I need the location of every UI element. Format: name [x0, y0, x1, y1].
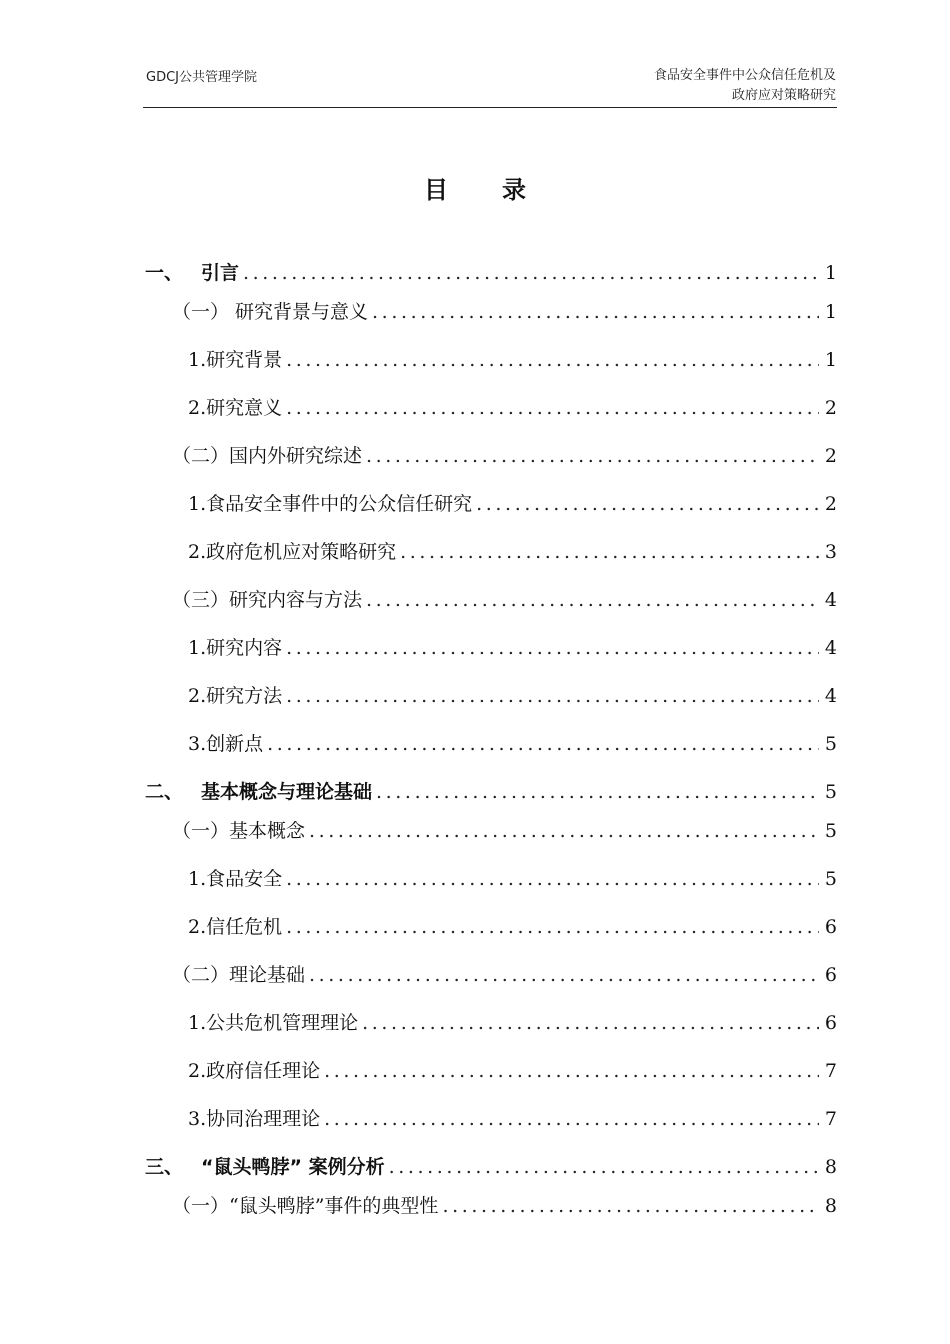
- toc-entry-label: [145, 258, 243, 285]
- toc-entry-label: [188, 537, 400, 564]
- toc-dot-leader: [389, 1156, 819, 1178]
- toc-entry-label: [188, 633, 286, 660]
- toc-page-number: 1: [824, 262, 837, 284]
- toc-page-number: 5: [824, 733, 837, 755]
- toc-entry-text: 1.公共危机管理理论: [188, 1012, 359, 1034]
- toc-page-number: 4: [824, 637, 837, 659]
- toc-entry-text: 2.研究意义: [188, 397, 283, 419]
- toc-dot-leader: [267, 733, 819, 755]
- toc-dot-leader: [286, 868, 819, 890]
- toc-entry[interactable]: [188, 633, 837, 660]
- toc-entry[interactable]: [188, 393, 837, 420]
- toc-page-number: 6: [824, 916, 837, 938]
- toc-page-number: 7: [824, 1060, 837, 1082]
- toc-entry-number: 一、: [145, 262, 184, 284]
- toc-dot-leader: [286, 349, 819, 371]
- toc-entry-label: [172, 960, 309, 987]
- toc-entry[interactable]: [172, 960, 837, 987]
- toc-entry-label: [172, 1191, 442, 1218]
- toc-page-number: 8: [824, 1156, 837, 1178]
- toc-entry-text: 3.创新点: [188, 733, 264, 755]
- toc-dot-leader: [366, 589, 819, 611]
- toc-entry-label: [145, 777, 376, 804]
- toc-dot-leader: [286, 637, 819, 659]
- toc-page-number: 6: [824, 1012, 837, 1034]
- toc-dot-leader: [309, 820, 819, 842]
- toc-dot-leader: [476, 493, 819, 515]
- header-rule: [143, 107, 837, 108]
- toc-entry-text: 基本概念与理论基础: [201, 781, 373, 803]
- toc-entry[interactable]: [188, 864, 837, 891]
- header-thesis-title: [654, 66, 836, 106]
- toc-dot-leader: [243, 262, 819, 284]
- toc-entry-label: [188, 1104, 324, 1131]
- toc-page-number: 4: [824, 685, 837, 707]
- toc-entry-text: （二）理论基础: [172, 964, 306, 986]
- toc-entry-text: 2.政府信任理论: [188, 1060, 321, 1082]
- toc-entry[interactable]: [172, 441, 837, 468]
- toc-entry-text: 3.协同治理理论: [188, 1108, 321, 1130]
- toc-entry-text: 2.政府危机应对策略研究: [188, 541, 397, 563]
- toc-dot-leader: [400, 541, 819, 563]
- toc-entry-text: （一） 研究背景与意义: [172, 301, 369, 323]
- header-thesis-title-line2: 政府应对策略研究: [731, 88, 836, 103]
- toc-entry[interactable]: [188, 729, 837, 756]
- toc-entry-label: [188, 1056, 324, 1083]
- toc-entry-label: [188, 912, 286, 939]
- toc-page-number: 5: [824, 781, 837, 803]
- toc-entry[interactable]: [188, 912, 837, 939]
- header-thesis-title-line1: 食品安全事件中公众信任危机及: [653, 68, 836, 83]
- toc-title: 目 录: [424, 176, 526, 204]
- toc-page-number: 5: [824, 868, 837, 890]
- toc-entry-text: 1.研究背景: [188, 349, 283, 371]
- toc-entry-text: 引言: [201, 262, 240, 284]
- toc-entry-text: “鼠头鸭脖” 案例分析: [201, 1156, 385, 1178]
- toc-entry-label: [188, 393, 286, 420]
- toc-entry-label: [188, 1008, 362, 1035]
- toc-entry[interactable]: [188, 1056, 837, 1083]
- toc-entry-text: 1.研究内容: [188, 637, 283, 659]
- toc-page-number: 4: [824, 589, 837, 611]
- toc-page-number: 5: [824, 820, 837, 842]
- toc-entry-label: [172, 816, 309, 843]
- toc-entry-label: [145, 1152, 389, 1179]
- toc-entry[interactable]: [145, 258, 837, 285]
- toc-entry-label: [188, 681, 286, 708]
- toc-page-number: 1: [824, 349, 837, 371]
- toc-page-number: 6: [824, 964, 837, 986]
- toc-dot-leader: [372, 301, 819, 323]
- toc-dot-leader: [286, 916, 819, 938]
- toc-dot-leader: [442, 1195, 818, 1217]
- toc-page-number: 2: [824, 397, 837, 419]
- toc-entry[interactable]: [188, 681, 837, 708]
- toc-entry-text: （三）研究内容与方法: [172, 589, 363, 611]
- toc-entry[interactable]: [145, 1152, 837, 1179]
- toc-entry[interactable]: [188, 537, 837, 564]
- header-school: GDCJ公共管理学院: [146, 70, 257, 85]
- toc-entry[interactable]: [188, 1104, 837, 1131]
- toc-entry-text: 1.食品安全事件中的公众信任研究: [188, 493, 473, 515]
- toc-entry[interactable]: [172, 1191, 837, 1218]
- toc-entry-text: （一）基本概念: [172, 820, 306, 842]
- toc-dot-leader: [286, 397, 819, 419]
- toc-entry[interactable]: [188, 345, 837, 372]
- toc-entry[interactable]: [145, 777, 837, 804]
- toc-page-number: 1: [824, 301, 837, 323]
- toc-entry-text: 1.食品安全: [188, 868, 283, 890]
- toc-entry[interactable]: [172, 585, 837, 612]
- toc-page-number: 2: [824, 445, 837, 467]
- toc-entry-text: 2.信任危机: [188, 916, 283, 938]
- toc-dot-leader: [362, 1012, 819, 1034]
- toc-dot-leader: [324, 1060, 819, 1082]
- toc-page-number: 8: [824, 1195, 837, 1217]
- toc-dot-leader: [309, 964, 819, 986]
- toc-entry-label: [188, 345, 286, 372]
- toc-entry[interactable]: [188, 1008, 837, 1035]
- toc-entry[interactable]: [172, 297, 837, 324]
- toc-entry-text: （一）“鼠头鸭脖”事件的典型性: [172, 1195, 439, 1217]
- toc-dot-leader: [376, 781, 819, 803]
- toc-entry-label: [172, 297, 372, 324]
- toc-dot-leader: [324, 1108, 819, 1130]
- toc-entry-text: （二）国内外研究综述: [172, 445, 363, 467]
- toc-entry-label: [172, 585, 366, 612]
- toc-entry-number: 二、: [145, 781, 184, 803]
- toc-entry-label: [188, 489, 476, 516]
- toc-entry[interactable]: [172, 816, 837, 843]
- toc-page-number: 7: [824, 1108, 837, 1130]
- toc-page-number: 2: [824, 493, 837, 515]
- toc-entry[interactable]: [188, 489, 837, 516]
- toc-entry-number: 三、: [145, 1156, 184, 1178]
- toc-entry-text: 2.研究方法: [188, 685, 283, 707]
- toc-entry-label: [188, 729, 267, 756]
- toc-entry-label: [188, 864, 286, 891]
- toc-dot-leader: [286, 685, 819, 707]
- toc-entry-label: [172, 441, 366, 468]
- toc-page-number: 3: [824, 541, 837, 563]
- toc-dot-leader: [366, 445, 819, 467]
